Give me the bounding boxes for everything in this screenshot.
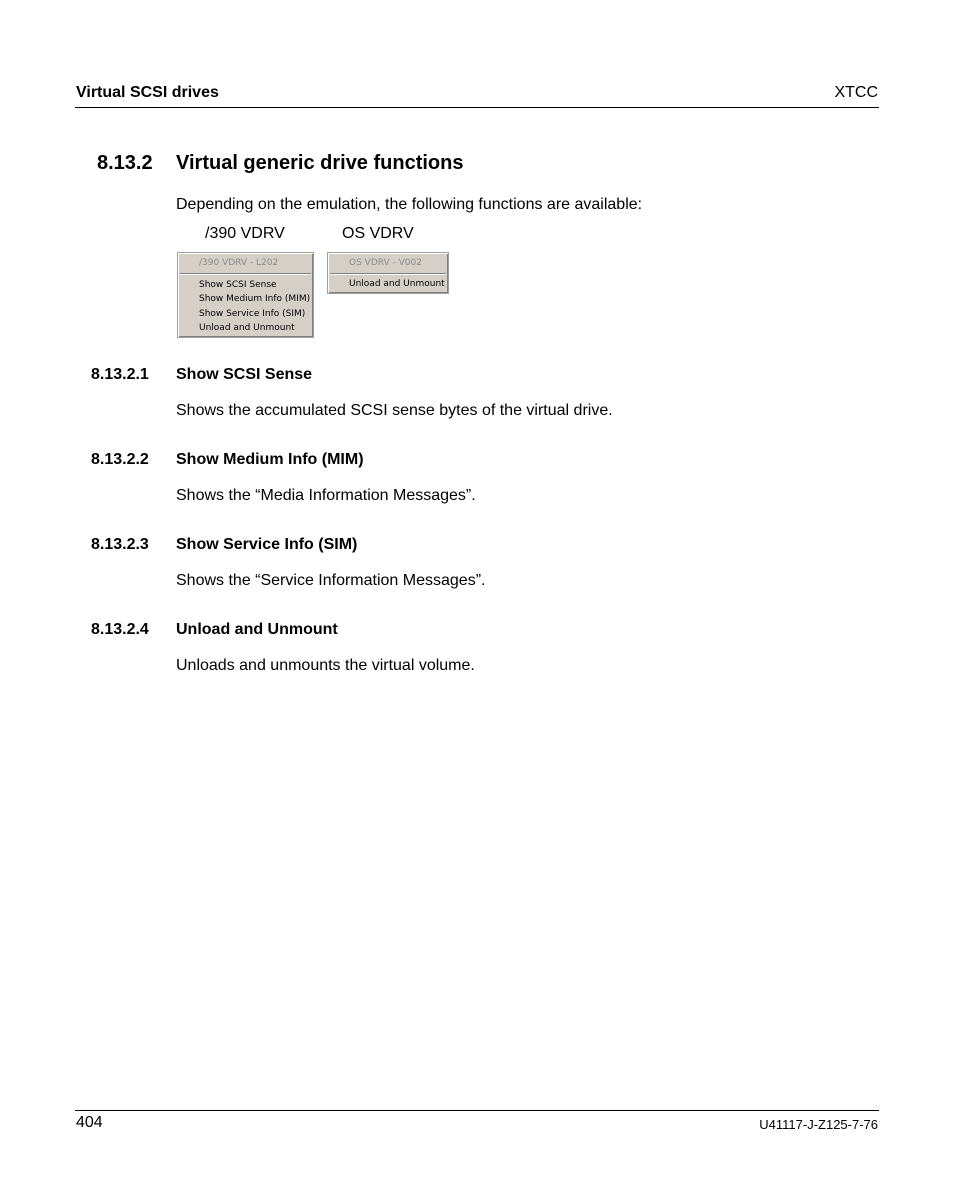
- subsection-text: Unloads and unmounts the virtual volume.: [176, 657, 475, 674]
- section-title: Virtual generic drive functions: [176, 152, 464, 174]
- context-menu-390-vdrv: [177, 252, 314, 338]
- header-rule: [75, 107, 879, 108]
- menu-item-show-service-info[interactable]: Show Service Info (SIM): [199, 309, 306, 319]
- menu-item-show-medium-info[interactable]: Show Medium Info (MIM): [199, 294, 311, 304]
- subsection-number: 8.13.2.4: [91, 621, 149, 638]
- subsection-title: Show Service Info (SIM): [176, 536, 358, 553]
- menu-separator: [330, 273, 446, 275]
- subsection-number: 8.13.2.1: [91, 366, 149, 383]
- menu-title-os: OS VDRV - V002: [349, 258, 422, 268]
- label-390-vdrv: /390 VDRV: [205, 225, 285, 242]
- label-os-vdrv: OS VDRV: [342, 225, 414, 242]
- subsection-number: 8.13.2.2: [91, 451, 149, 468]
- subsection-title: Show SCSI Sense: [176, 366, 313, 383]
- document-id: U41117-J-Z125-7-76: [759, 1117, 878, 1132]
- subsection-text: Shows the “Service Information Messages”.: [176, 572, 486, 589]
- running-header-section: Virtual SCSI drives: [76, 84, 219, 101]
- context-menu-os-vdrv: [327, 252, 449, 294]
- subsection-text: Shows the accumulated SCSI sense bytes of the virtual drive.: [176, 402, 613, 419]
- section-intro: Depending on the emulation, the following functions are available:: [176, 196, 643, 213]
- subsection-title: Unload and Unmount: [176, 621, 338, 638]
- footer-rule: [75, 1110, 879, 1111]
- page-number: 404: [76, 1114, 103, 1131]
- subsection-number: 8.13.2.3: [91, 536, 149, 553]
- menu-title-390: /390 VDRV - L202: [199, 258, 279, 268]
- section-number: 8.13.2: [97, 152, 153, 174]
- menu-separator: [180, 273, 311, 275]
- menu-item-unload-unmount-os[interactable]: Unload and Unmount: [349, 279, 445, 289]
- subsection-title: Show Medium Info (MIM): [176, 451, 364, 468]
- running-header-product: XTCC: [834, 84, 878, 101]
- menu-item-unload-unmount-390[interactable]: Unload and Unmount: [199, 323, 295, 333]
- menu-item-show-scsi-sense[interactable]: Show SCSI Sense: [199, 280, 277, 290]
- subsection-text: Shows the “Media Information Messages”.: [176, 487, 476, 504]
